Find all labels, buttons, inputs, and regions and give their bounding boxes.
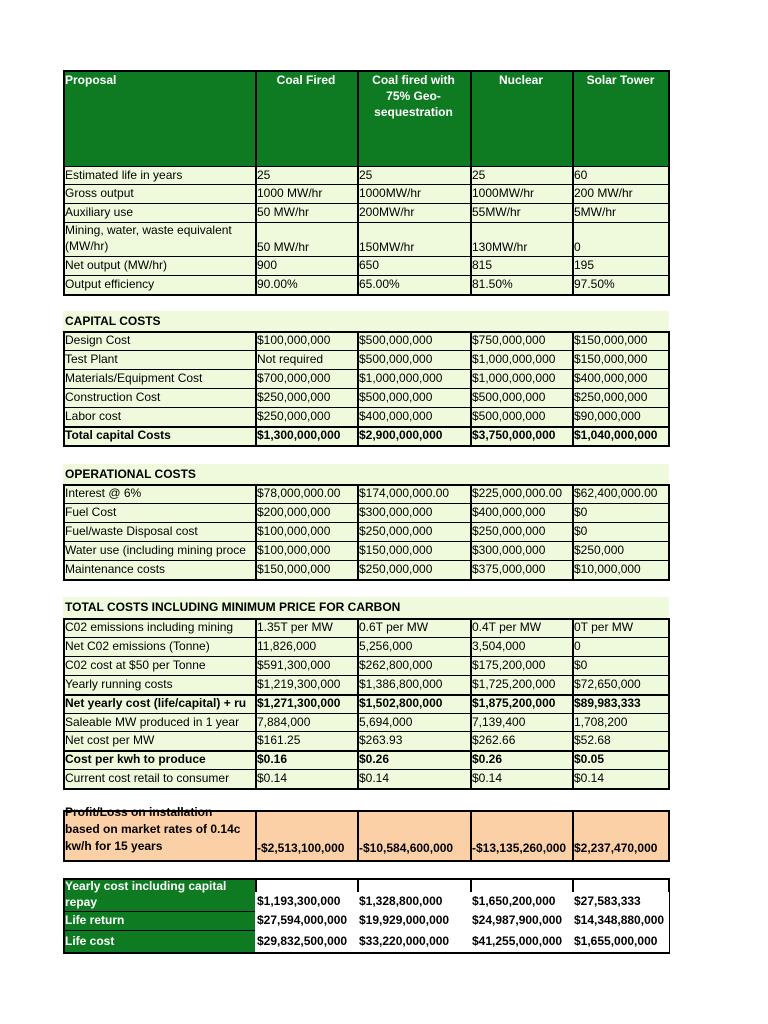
value-cell: 5,694,000 — [359, 714, 413, 729]
value-cell: 5MW/hr — [574, 205, 616, 219]
header-solar: Solar Tower — [586, 73, 655, 87]
value-cell: $3,750,000,000 — [472, 428, 556, 442]
row-label: Saleable MW produced in 1 year — [65, 714, 240, 729]
profit-label-line: Profit/Loss on installation — [65, 805, 213, 819]
value-cell: 55MW/hr — [472, 205, 521, 219]
summary-value: $33,220,000,000 — [357, 930, 470, 952]
value-cell: $150,000,000 — [574, 352, 648, 366]
value-cell: $150,000,000 — [257, 562, 331, 576]
profit-label-line: kw/h for 15 years — [65, 839, 163, 853]
summary-value: $19,929,000,000 — [357, 911, 470, 930]
value-cell: $500,000,000 — [359, 333, 433, 347]
value-cell: 7,139,400 — [472, 714, 526, 729]
value-cell: $1,875,200,000 — [472, 695, 556, 710]
value-cell: $0.14 — [359, 771, 390, 786]
row-label: Net output (MW/hr) — [65, 258, 168, 272]
value-cell: $0.14 — [257, 771, 288, 786]
profit-value: -$13,135,260,000 — [472, 841, 567, 855]
value-cell: $250,000,000 — [359, 524, 433, 538]
value-cell: $89,983,333 — [574, 695, 641, 710]
grid-line — [63, 860, 670, 862]
value-cell: $0.05 — [574, 752, 605, 767]
value-cell: $262,800,000 — [359, 657, 433, 672]
row-label: Net C02 emissions (Tonne) — [65, 638, 210, 653]
profit-value: $2,237,470,000 — [574, 841, 658, 855]
summary-label — [63, 911, 255, 930]
value-cell: $150,000,000 — [359, 543, 433, 557]
value-cell: 0.4T per MW — [472, 620, 542, 634]
value-cell: 0 — [574, 240, 581, 254]
grid-line — [63, 294, 670, 296]
value-cell: 97.50% — [574, 277, 615, 291]
value-cell: $262.66 — [472, 733, 516, 748]
value-cell: $1,000,000,000 — [472, 352, 556, 366]
grid-line — [63, 70, 670, 72]
total-title: TOTAL COSTS INCLUDING MINIMUM PRICE FOR CARBON — [65, 600, 401, 614]
value-cell: $1,040,000,000 — [574, 428, 658, 442]
row-label: Output efficiency — [65, 277, 155, 291]
value-cell: $2,900,000,000 — [359, 428, 443, 442]
profit-value: -$2,513,100,000 — [257, 841, 345, 855]
value-cell: $250,000,000 — [574, 390, 648, 404]
value-cell: 65.00% — [359, 277, 400, 291]
value-cell: 195 — [574, 258, 595, 272]
value-cell: 0T per MW — [574, 620, 634, 634]
value-cell: $1,000,000,000 — [472, 371, 556, 385]
value-cell: $250,000,000 — [472, 524, 546, 538]
value-cell: 25 — [359, 168, 373, 182]
value-cell: 815 — [472, 258, 493, 272]
value-cell: 1.35T per MW — [257, 620, 333, 634]
summary-value-bg — [573, 879, 669, 893]
value-cell: $0.16 — [257, 752, 288, 767]
row-label: Labor cost — [65, 409, 122, 423]
value-cell: 25 — [257, 168, 271, 182]
value-cell: $0.26 — [359, 752, 390, 767]
value-cell: $1,300,000,000 — [257, 428, 341, 442]
value-cell: $500,000,000 — [359, 352, 433, 366]
row-label: Interest @ 6% — [65, 486, 142, 500]
summary-value-bg — [358, 879, 470, 893]
value-cell: $375,000,000 — [472, 562, 546, 576]
summary-label — [63, 930, 255, 952]
value-cell: $750,000,000 — [472, 333, 546, 347]
value-cell: 1000MW/hr — [359, 186, 422, 200]
value-cell: $0 — [574, 505, 588, 519]
value-cell: $200,000,000 — [257, 505, 331, 519]
value-cell: $10,000,000 — [574, 562, 641, 576]
row-label: Mining, water, waste equivalent (MW/hr) — [65, 223, 232, 253]
grid-line — [63, 579, 670, 581]
row-label: Auxiliary use — [65, 205, 134, 219]
row-label: Cost per kwh to produce — [65, 752, 206, 767]
row-label: Estimated life in years — [65, 168, 183, 182]
value-cell: 11,826,000 — [257, 638, 317, 653]
value-cell: $0.14 — [574, 771, 605, 786]
value-cell: 50 MW/hr — [257, 205, 310, 219]
value-cell: 1,708,200 — [574, 714, 628, 729]
value-cell: 200 MW/hr — [574, 186, 633, 200]
row-label: Design Cost — [65, 333, 131, 347]
value-cell: $250,000,000 — [257, 390, 331, 404]
value-cell: $591,300,000 — [257, 657, 331, 672]
header-proposal: Proposal — [65, 73, 117, 87]
row-label: Current cost retail to consumer — [65, 771, 230, 786]
summary-value: $1,193,300,000 — [255, 892, 357, 911]
row-label: Gross output — [65, 186, 134, 200]
grid-line — [63, 952, 670, 954]
header-nuclear: Nuclear — [498, 73, 544, 87]
row-label: Test Plant — [65, 352, 118, 366]
summary-value: $27,594,000,000 — [255, 911, 357, 930]
row-label: C02 emissions including mining — [65, 620, 234, 634]
value-cell: $1,271,300,000 — [257, 695, 341, 710]
value-cell: 90.00% — [257, 277, 298, 291]
value-cell: $90,000,000 — [574, 409, 641, 423]
value-cell: $1,725,200,000 — [472, 676, 556, 691]
summary-value: $24,987,900,000 — [470, 911, 572, 930]
value-cell: $100,000,000 — [257, 524, 331, 538]
summary-value: $41,255,000,000 — [470, 930, 572, 952]
row-label: Net cost per MW — [65, 733, 155, 748]
header-coal-geo: Coal fired with 75% Geo-sequestration — [372, 73, 455, 119]
row-label: Materials/Equipment Cost — [65, 371, 203, 385]
value-cell: $500,000,000 — [472, 390, 546, 404]
value-cell: 650 — [359, 258, 380, 272]
value-cell: 0.6T per MW — [359, 620, 429, 634]
value-cell: 150MW/hr — [359, 240, 415, 254]
row-label: Maintenance costs — [65, 562, 166, 576]
value-cell: 200MW/hr — [359, 205, 415, 219]
summary-label — [63, 878, 255, 911]
value-cell: $1,219,300,000 — [257, 676, 341, 691]
grid-line — [63, 788, 670, 790]
value-cell: $52.68 — [574, 733, 611, 748]
value-cell: $400,000,000 — [472, 505, 546, 519]
row-label: C02 cost at $50 per Tonne — [65, 657, 206, 672]
value-cell: $250,000,000 — [257, 409, 331, 423]
value-cell: $500,000,000 — [359, 390, 433, 404]
value-cell: 900 — [257, 258, 278, 272]
row-label: Total capital Costs — [65, 428, 171, 442]
value-cell: $0.26 — [472, 752, 503, 767]
row-label: Yearly running costs — [65, 676, 173, 691]
profit-label — [63, 804, 255, 860]
value-cell: $400,000,000 — [359, 409, 433, 423]
value-cell: 5,256,000 — [359, 638, 413, 653]
value-cell: $1,386,800,000 — [359, 676, 443, 691]
value-cell: $72,650,000 — [574, 676, 641, 691]
value-cell: $250,000 — [574, 543, 625, 557]
summary-label-line: Yearly cost including capital — [65, 879, 227, 893]
row-label: Construction Cost — [65, 390, 161, 404]
row-label: Fuel Cost — [65, 505, 117, 519]
value-cell: $100,000,000 — [257, 333, 331, 347]
summary-value-bg — [471, 879, 572, 893]
value-cell: 130MW/hr — [472, 240, 528, 254]
value-cell: $700,000,000 — [257, 371, 331, 385]
summary-value: $14,348,880,000 — [572, 911, 669, 930]
value-cell: 1000MW/hr — [472, 186, 535, 200]
row-label: Water use (including mining proce — [65, 543, 246, 557]
row-label: Fuel/waste Disposal cost — [65, 524, 198, 538]
summary-label-line: Life cost — [65, 934, 115, 948]
value-cell: $500,000,000 — [472, 409, 546, 423]
value-cell: 50 MW/hr — [257, 240, 310, 254]
value-cell: Not required — [257, 352, 324, 366]
value-cell: $174,000,000.00 — [359, 486, 450, 500]
value-cell: $0.14 — [472, 771, 503, 786]
value-cell: 25 — [472, 168, 486, 182]
value-cell: $161.25 — [257, 733, 301, 748]
value-cell: $250,000,000 — [359, 562, 433, 576]
value-cell: 60 — [574, 168, 588, 182]
value-cell: $300,000,000 — [472, 543, 546, 557]
summary-value: $1,328,800,000 — [357, 892, 470, 911]
value-cell: $263.93 — [359, 733, 403, 748]
value-cell: $175,200,000 — [472, 657, 546, 672]
row-label: Net yearly cost (life/capital) + ru — [65, 695, 247, 710]
operational-title: OPERATIONAL COSTS — [65, 467, 196, 481]
value-cell: 0 — [574, 638, 581, 653]
value-cell: $1,000,000,000 — [359, 371, 443, 385]
value-cell: $300,000,000 — [359, 505, 433, 519]
summary-value: $1,655,000,000 — [572, 930, 669, 952]
value-cell: 3,504,000 — [472, 638, 526, 653]
header-coal-fired: Coal Fired — [276, 73, 336, 87]
value-cell: $100,000,000 — [257, 543, 331, 557]
value-cell: $400,000,000 — [574, 371, 648, 385]
value-cell: $1,502,800,000 — [359, 695, 443, 710]
summary-value-bg — [256, 879, 357, 893]
summary-label-line: Life return — [65, 913, 125, 927]
profit-value: -$10,584,600,000 — [359, 841, 454, 855]
value-cell: 7,884,000 — [257, 714, 311, 729]
summary-value: $1,650,200,000 — [470, 892, 572, 911]
summary-value: $29,832,500,000 — [255, 930, 357, 952]
value-cell: 1000 MW/hr — [257, 186, 323, 200]
value-cell: $62,400,000.00 — [574, 486, 658, 500]
value-cell: $0 — [574, 657, 588, 672]
value-cell: $0 — [574, 524, 588, 538]
summary-value: $27,583,333 — [572, 892, 669, 911]
grid-line — [63, 445, 670, 447]
capital-title: CAPITAL COSTS — [65, 314, 161, 328]
value-cell: $225,000,000.00 — [472, 486, 563, 500]
summary-label-line: repay — [65, 895, 98, 909]
value-cell: 81.50% — [472, 277, 513, 291]
profit-label-line: based on market rates of 0.14c — [65, 822, 241, 836]
value-cell: $78,000,000.00 — [257, 486, 341, 500]
value-cell: $150,000,000 — [574, 333, 648, 347]
